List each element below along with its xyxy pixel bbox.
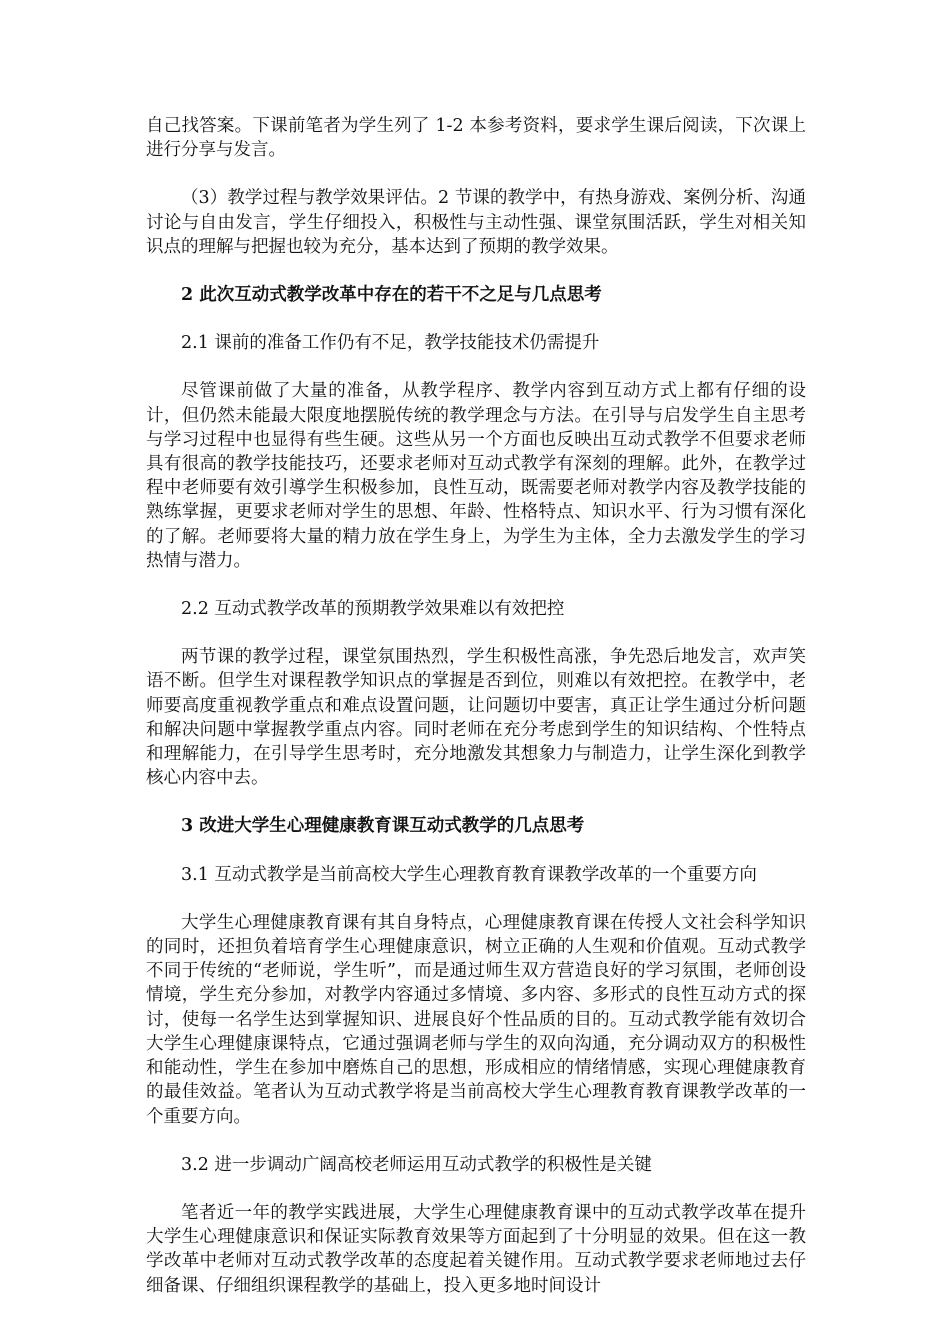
document-page [146,114,806,1322]
paragraph-2-2: 两节课的教学过程，课堂氛围热烈，学生积极性高涨，争先恐后地发言，欢声笑语不断。但学生对课程教学知识点的掌握是否到位，则难以有效把控。在教学中，老师要高度重视教学重点和难点设置问题，让问题切中要害，真正让学生通过分析问题和解决问题中掌握教学重点内容。同时老师在充分考虑到学生的知识结构、个性特点和理解能力，在引导学生思考时，充分地激发其想象力与制造力，让学生深化到教学核心内容中去。 [146,647,806,789]
paragraph-3-1: 大学生心理健康教育课有其自身特点，心理健康教育课在传授人文社会科学知识的同时，还担负着培育学生心理健康意识，树立正确的人生观和价值观。互动式教学不同于传统的“老师说，学生听”，而是通过师生双方营造良好的学习氛围，老师创设情境，学生充分参加，对教学内容通过多情境、多内容、多形式的良性互动方式的探讨，使每一名学生达到掌握知识、进展良好个性品质的目的。互动式教学能有效切合大学生心理健康课特点，它通过强调老师与学生的双向沟通，充分调动双方的积极性和能动性，学生在参加中磨炼自己的思想，形成相应的情绪情感，实现心理健康教育的最佳效益。笔者认为互动式教学将是当前高校大学生心理教育教育课教学改革的一个重要方向。 [146,912,806,1127]
subsection-heading-2-1: 2.1 课前的准备工作仍有不足，教学技能技术仍需提升 [181,333,600,354]
paragraph-evaluation: （3）教学过程与教学效果评估。2 节课的教学中，有热身游戏、案例分析、沟通讨论与自由发言，学生仔细投入，积极性与主动性强、课堂氛围活跃，学生对相关知识点的理解与把握也较为充分，基本达到了预期的教学效果。 [146,188,806,257]
subsection-heading-3-2: 3.2 进一步调动广阔高校老师运用互动式教学的积极性是关键 [181,1154,652,1175]
section-heading-3: 3 改进大学生心理健康教育课互动式教学的几点思考 [181,816,585,837]
paragraph-2-1: 尽管课前做了大量的准备，从教学程序、教学内容到互动方式上都有仔细的设计，但仍然未能最大限度地摆脱传统的教学理念与方法。在引导与启发学生自主思考与学习过程中也显得有些生硬。这些从另一个方面也反映出互动式教学不但要求老师具有很高的教学技能技巧，还要求老师对互动式教学有深刻的理解。此外，在教学过程中老师要有效引導学生积极参加，良性互动，既需要老师对教学内容及教学技能的熟练掌握，更要求老师对学生的思想、年龄、性格特点、知识水平、行为习惯有深化的了解。老师要将大量的精力放在学生身上，为学生为主体，全力去激发学生的学习热情与潜力。 [146,381,806,571]
subsection-heading-2-2: 2.2 互动式教学改革的预期教学效果难以有效把控 [181,599,565,620]
section-heading-2: 2 此次互动式教学改革中存在的若干不之足与几点思考 [181,285,602,306]
paragraph-3-2: 笔者近一年的教学实践进展，大学生心理健康教育课中的互动式教学改革在提升大学生心理健康意识和保证实际教育效果等方面起到了十分明显的效果。但在这一教学改革中老师对互动式教学改革的态度起着关键作用。互动式教学要求老师地过去仔细备课、仔细组织课程教学的基础上，投入更多地时间设计 [146,1202,806,1296]
subsection-heading-3-1: 3.1 互动式教学是当前高校大学生心理教育教育课教学改革的一个重要方向 [181,864,757,885]
paragraph-continued: 自己找答案。下课前笔者为学生列了 1-2 本参考资料，要求学生课后阅读，下次课上进行分享与发言。 [146,116,806,161]
